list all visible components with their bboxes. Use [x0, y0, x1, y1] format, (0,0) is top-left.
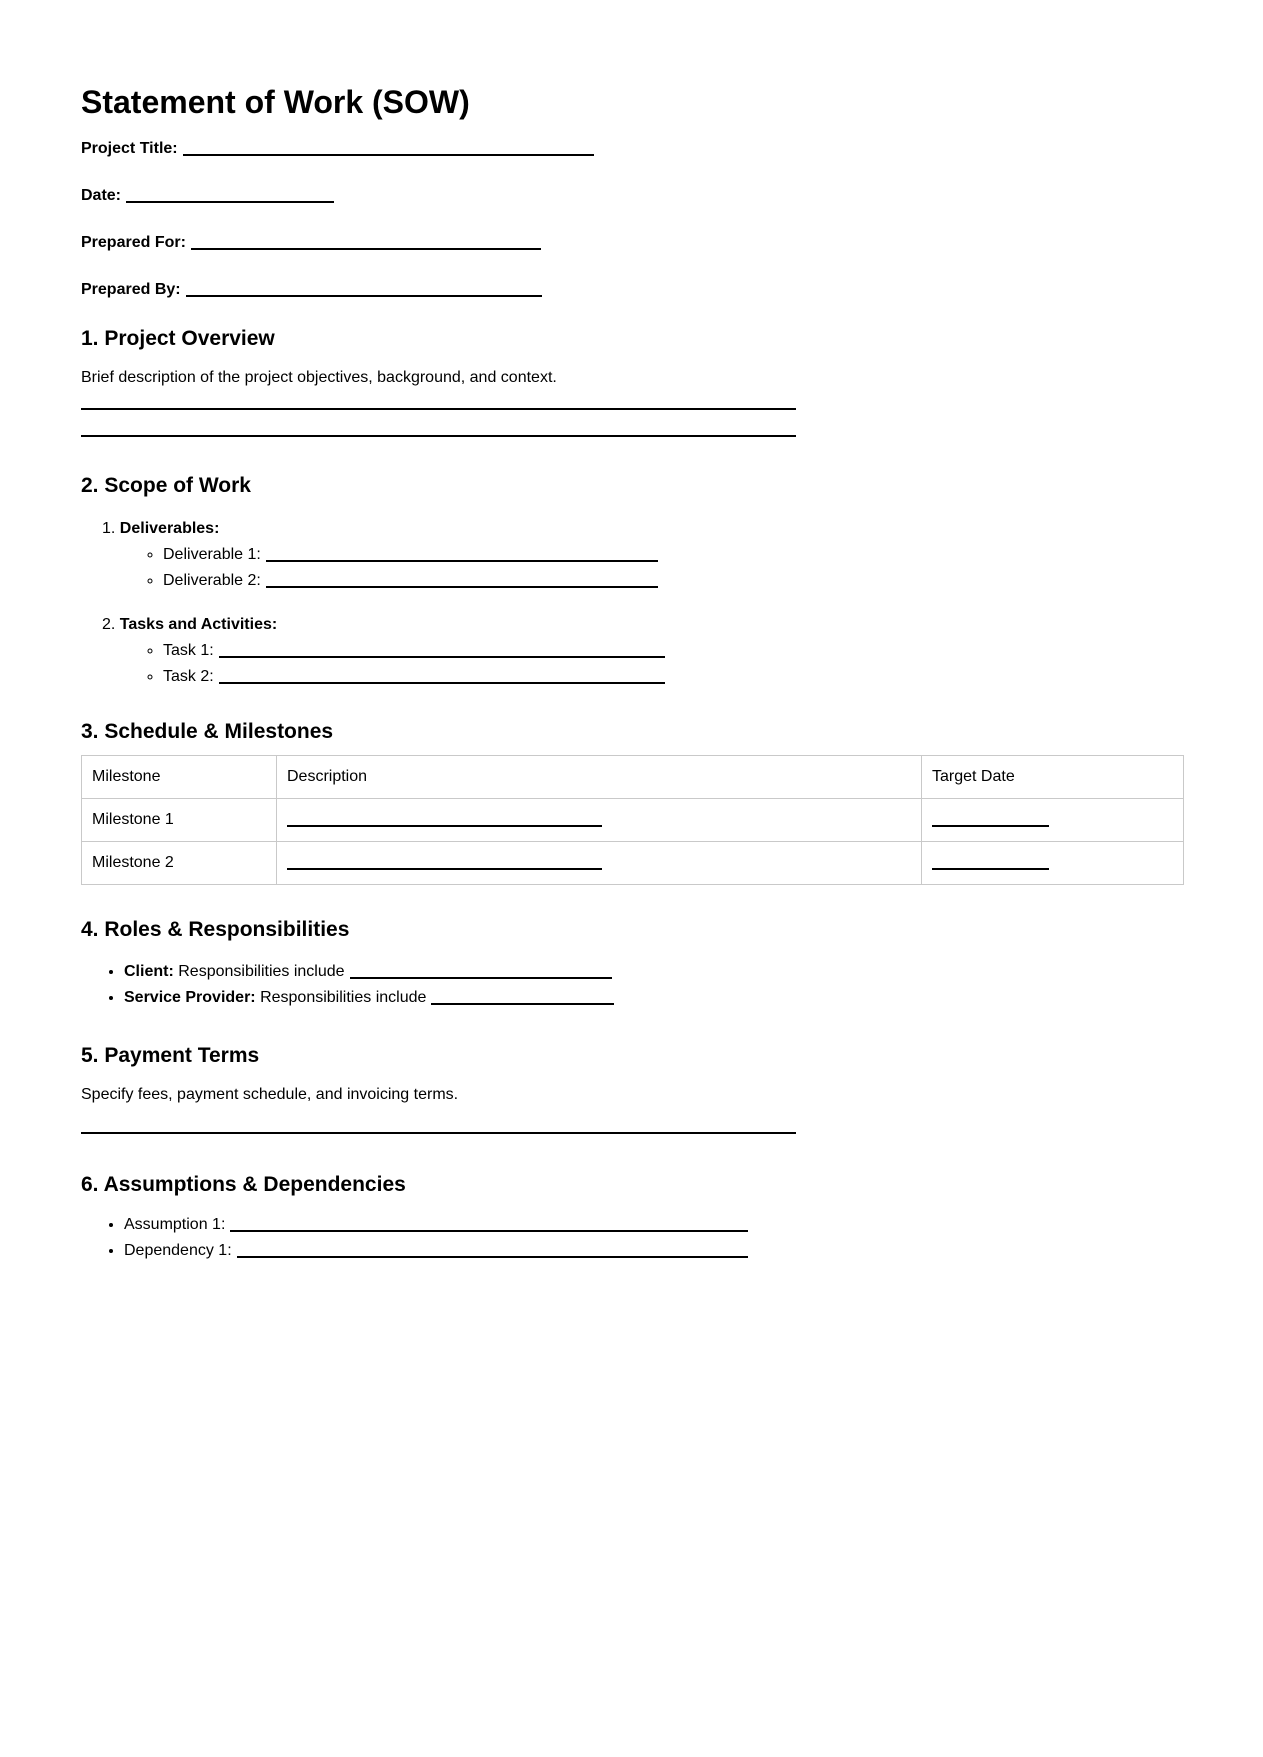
description-cell: [277, 799, 922, 842]
description-cell: [277, 842, 922, 885]
scope-group-number: 2.: [102, 616, 116, 633]
dependency-blank-line: [237, 1242, 748, 1258]
deliverable-blank-line: [266, 546, 658, 562]
role-label: Client:: [124, 963, 174, 980]
project-overview-description: Brief description of the project objectives, background, and context.: [81, 369, 557, 386]
header-description: Description: [277, 756, 922, 799]
scope-group-deliverables: [81, 516, 1183, 594]
project-overview-write-lines: [81, 389, 1183, 437]
milestones-table: [81, 755, 1184, 885]
role-text: Responsibilities include: [178, 963, 345, 980]
assumptions-list: [81, 1212, 1183, 1264]
scope-of-work-heading: 2. Scope of Work: [81, 474, 251, 497]
scope-item-label: Deliverable 2:: [163, 572, 261, 589]
payment-terms-heading: 5. Payment Terms: [81, 1044, 260, 1067]
header-milestone: Milestone: [82, 756, 277, 799]
dependency-label: Dependency 1:: [124, 1242, 232, 1259]
section-schedule-milestones: [81, 720, 1183, 885]
section-project-overview: [81, 327, 1183, 437]
section-payment-terms: [81, 1044, 1183, 1134]
target-date-cell: [922, 799, 1184, 842]
section-scope-of-work: [81, 474, 1183, 690]
document-title: Statement of Work (SOW): [81, 84, 470, 120]
payment-blank-line: [81, 1113, 796, 1134]
scope-group-tasks: [81, 612, 1183, 690]
payment-terms-description: Specify fees, payment schedule, and invoicing terms.: [81, 1086, 459, 1103]
assumption-item: [124, 1212, 1183, 1238]
deliverable-blank-line: [266, 572, 658, 588]
target-date-blank-line: [932, 854, 1049, 870]
project-title-blank-line: [183, 140, 594, 156]
assumption-label: Assumption 1:: [124, 1216, 226, 1233]
field-row-project-title: [81, 139, 1183, 158]
role-text: Responsibilities include: [260, 989, 427, 1006]
description-blank-line: [287, 854, 602, 870]
section-assumptions-dependencies: [81, 1173, 1183, 1264]
scope-group-label-row: [81, 612, 1183, 638]
tasks-list: [81, 638, 1183, 690]
prepared-by-blank-line: [186, 281, 542, 297]
assumptions-dependencies-heading: 6. Assumptions & Dependencies: [81, 1173, 406, 1196]
scope-group-label: Tasks and Activities:: [119, 616, 278, 633]
scope-item: [163, 568, 1183, 594]
scope-group-label-row: [81, 516, 1183, 542]
assumption-blank-line: [230, 1216, 748, 1232]
scope-item-label: Task 1:: [163, 642, 214, 659]
role-blank-line: [431, 989, 614, 1005]
scope-item-label: Task 2:: [163, 668, 214, 685]
deliverables-list: [81, 542, 1183, 594]
header-target-date: Target Date: [922, 756, 1184, 799]
role-blank-line: [350, 963, 612, 979]
task-blank-line: [219, 668, 665, 684]
scope-item: [163, 664, 1183, 690]
field-row-date: [81, 186, 1183, 205]
milestone-cell: Milestone 1: [82, 799, 277, 842]
scope-item: [163, 542, 1183, 568]
project-overview-heading: 1. Project Overview: [81, 327, 275, 350]
roles-responsibilities-heading: 4. Roles & Responsibilities: [81, 918, 350, 941]
field-row-prepared-for: [81, 233, 1183, 252]
overview-blank-line: [81, 416, 796, 437]
prepared-for-label: Prepared For:: [81, 234, 186, 251]
roles-list: [81, 959, 1183, 1011]
description-blank-line: [287, 811, 602, 827]
overview-blank-line: [81, 389, 796, 410]
scope-item-label: Deliverable 1:: [163, 546, 261, 563]
role-item: [124, 959, 1183, 985]
task-blank-line: [219, 642, 665, 658]
field-row-prepared-by: [81, 280, 1183, 299]
date-blank-line: [126, 187, 334, 203]
milestone-cell: Milestone 2: [82, 842, 277, 885]
date-label: Date:: [81, 187, 122, 204]
prepared-for-blank-line: [191, 234, 541, 250]
target-date-cell: [922, 842, 1184, 885]
dependency-item: [124, 1238, 1183, 1264]
scope-group-number: 1.: [102, 520, 116, 537]
role-label: Service Provider:: [124, 989, 256, 1006]
table-row: [82, 799, 1184, 842]
role-item: [124, 985, 1183, 1011]
scope-group-label: Deliverables:: [119, 520, 220, 537]
project-title-label: Project Title:: [81, 140, 178, 157]
section-roles-responsibilities: [81, 918, 1183, 1011]
prepared-by-label: Prepared By:: [81, 281, 181, 298]
target-date-blank-line: [932, 811, 1049, 827]
table-row: [82, 842, 1184, 885]
table-header-row: [82, 756, 1184, 799]
scope-item: [163, 638, 1183, 664]
schedule-milestones-heading: 3. Schedule & Milestones: [81, 720, 334, 743]
